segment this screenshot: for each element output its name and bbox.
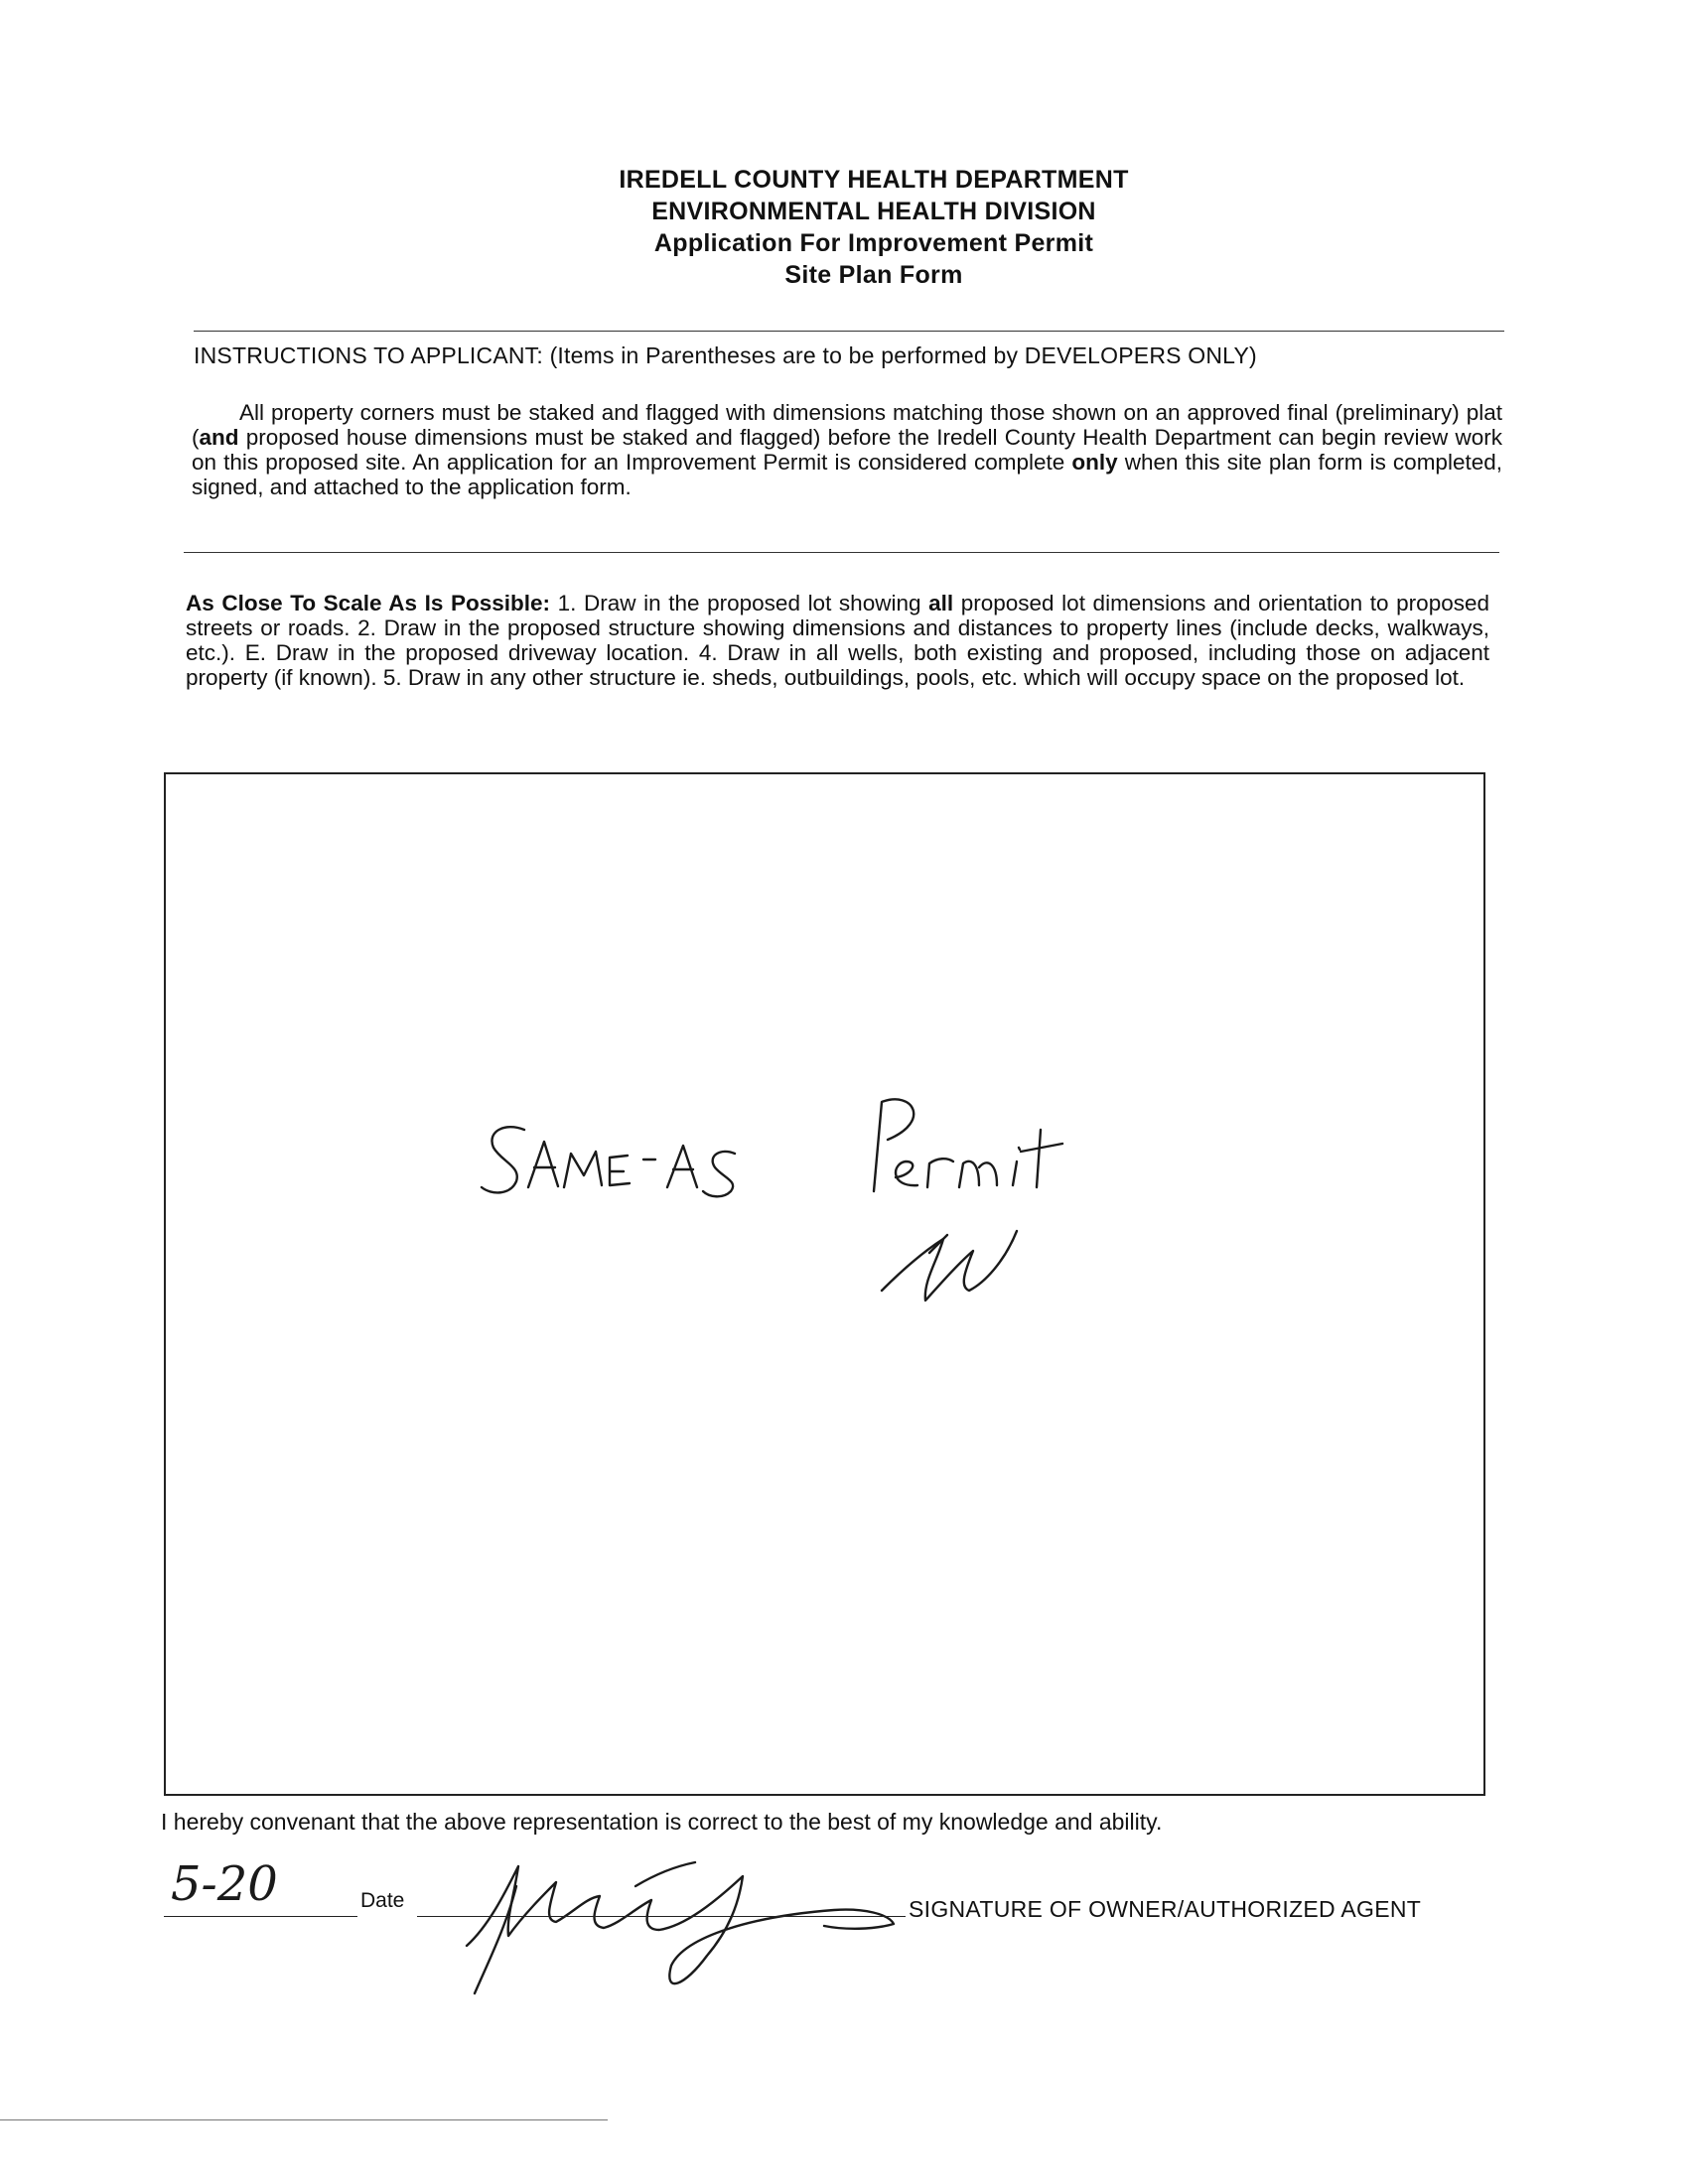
instructions-text: when this site plan form is completed, signed, and attached to the application form. — [192, 450, 1502, 499]
date-label: Date — [360, 1889, 405, 1912]
page-bottom-line — [0, 2119, 608, 2120]
instructions-text: All property corners must be staked and flagged with dimensions matching those shown on an approved final (preliminary) plat ( — [192, 400, 1502, 450]
date-field-line[interactable] — [164, 1916, 357, 1917]
form-title: Site Plan Form — [784, 261, 963, 289]
scale-bold-all: all — [928, 591, 954, 615]
date-handwritten-value: 5-20 — [171, 1856, 278, 1912]
instructions-bold-and: and — [199, 425, 239, 450]
instructions-heading: INSTRUCTIONS TO APPLICANT: (Items in Parentheses are to be performed by DEVELOPERS ONLY) — [194, 342, 1257, 368]
department-title: IREDELL COUNTY HEALTH DEPARTMENT — [619, 166, 1129, 194]
scale-text: proposed lot dimensions and orientation to proposed streets or roads. 2. Draw in the proposed structure showing dimensions and distances to property lines (include decks, walkways, etc.). E. Draw in the proposed driveway location. 4. Draw in all wells, both existing and proposed, including those on adjacent property (if known). 5. Draw in any other structure ie. sheds, outbuildings, pools, etc. which will occupy space on the proposed lot. — [186, 591, 1489, 690]
application-title: Application For Improvement Permit — [653, 229, 1094, 257]
instructions-text: proposed house dimensions must be staked and flagged) before the Iredell County Health Department can begin review work on this proposed site. An application for an Improvement Permit is considered complete — [192, 425, 1502, 475]
scale-text: 1. Draw in the proposed lot showing — [550, 591, 929, 615]
instructions-bold-only: only — [1071, 450, 1118, 475]
signature-field-line[interactable] — [417, 1916, 906, 1917]
scale-lead: As Close To Scale As Is Possible: — [186, 591, 551, 615]
division-title: ENVIRONMENTAL HEALTH DIVISION — [651, 198, 1096, 225]
certification-statement: I hereby convenant that the above representation is correct to the best of my knowledge and ability. — [161, 1809, 1163, 1835]
signature-label: SIGNATURE OF OWNER/AUTHORIZED AGENT — [909, 1896, 1422, 1922]
